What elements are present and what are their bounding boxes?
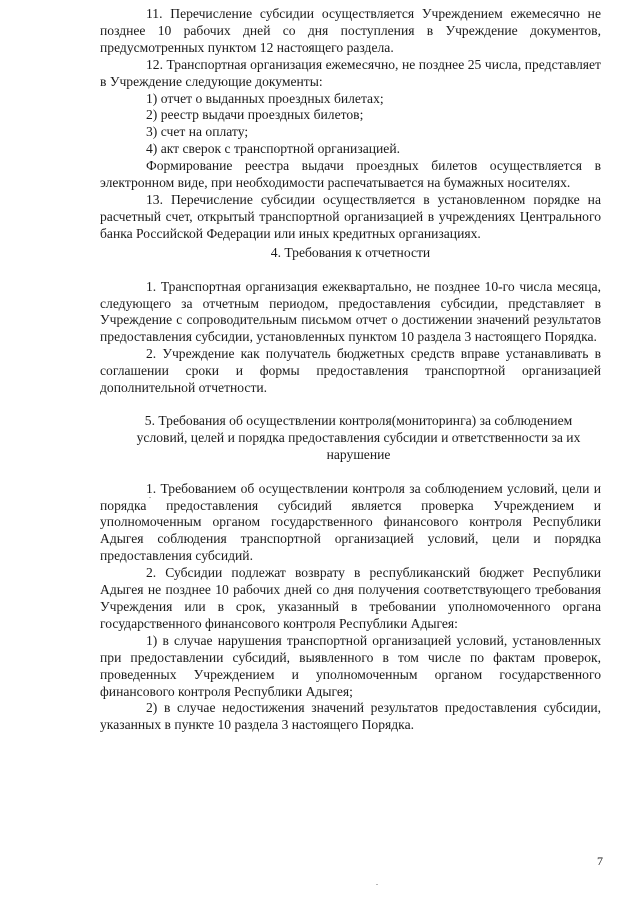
section-4-paragraph-2: 2. Учреждение как получатель бюджетных средств вправе устанавливать в соглашении сроки и формы предоставления транспортной организацией дополнительной отчетности. [100, 346, 601, 396]
list-item: 1) отчет о выданных проездных билетах; [146, 90, 384, 106]
list-item: 4) акт сверок с транспортной организацией. [146, 141, 400, 157]
paragraph-12: 12. Транспортная организация ежемесячно, не позднее 25 числа, представляет в Учреждение следующие документы: [100, 56, 601, 89]
page-number: 7 [597, 854, 603, 868]
section-4-heading: 4. Требования к отчетности [270, 244, 431, 260]
scan-speck [376, 884, 378, 885]
list-item: 2) реестр выдачи проездных билетов; [146, 107, 364, 123]
section-4-paragraph-1: 1. Транспортная организация ежеквартально, не позднее 10-го числа месяца, следующего за отчетным периодом, предоставления субсидии, представляет в Учреждение с сопроводительным письмом отчет о достижении значений результатов предоставления субсидии, установленных пунктом 10 раздела 3 настоящего Порядка. [100, 278, 601, 345]
section-5-paragraph-2: 2. Субсидии подлежат возврату в республиканский бюджет Республики Адыгея не позднее 10 рабочих дней со дня получения соответствующего требования Учреждения или в срок, указанный в требовании уполномоченного органа государственного финансового контроля Республики Адыгея: [100, 565, 601, 631]
section-5-heading: 5. Требования об осуществлении контроля(мониторинга) за соблюдением условий, целей и порядка предоставления субсидии и ответственности за их нарушение [136, 412, 581, 462]
section-5-paragraph-1: 1. Требованием об осуществлении контроля за соблюдением условий, цели и порядка предоставления субсидий является проверка Учреждением и уполномоченным органом государственного финансового контроля Республики Адыгея соблюдения транспортной организацией условий, цели и порядка предоставления субсидий. [100, 480, 601, 564]
list-item: 3) счет на оплату; [146, 124, 249, 140]
document-body [100, 6, 601, 734]
section-5-subitem-1: 1) в случае нарушения транспортной организацией условий, установленных при предоставлении субсидий, выявленного в том числе по фактам проверок, проведенных Учреждением и уполномоченным органом государственного финансового контроля Республики Адыгея; [100, 632, 601, 699]
paragraph-registry: Формирование реестра выдачи проездных билетов осуществляется в электронном виде, при необходимости распечатывается на бумажных носителях. [100, 158, 601, 191]
scan-speck [149, 497, 151, 498]
paragraph-13: 13. Перечисление субсидии осуществляется в установленном порядке на расчетный счет, открытый транспортной организацией в учреждениях Центрального банка Российской Федерации или иных кредитных организациях. [100, 191, 601, 241]
section-5-subitem-2: 2) в случае недостижения значений результатов предоставления субсидии, указанных в пункте 10 раздела 3 настоящего Порядка. [100, 700, 601, 733]
paragraph-11: 11. Перечисление субсидии осуществляется Учреждением ежемесячно не позднее 10 рабочих дней со дня поступления в Учреждение документов, предусмотренных пунктом 12 настоящего раздела. [100, 6, 601, 55]
